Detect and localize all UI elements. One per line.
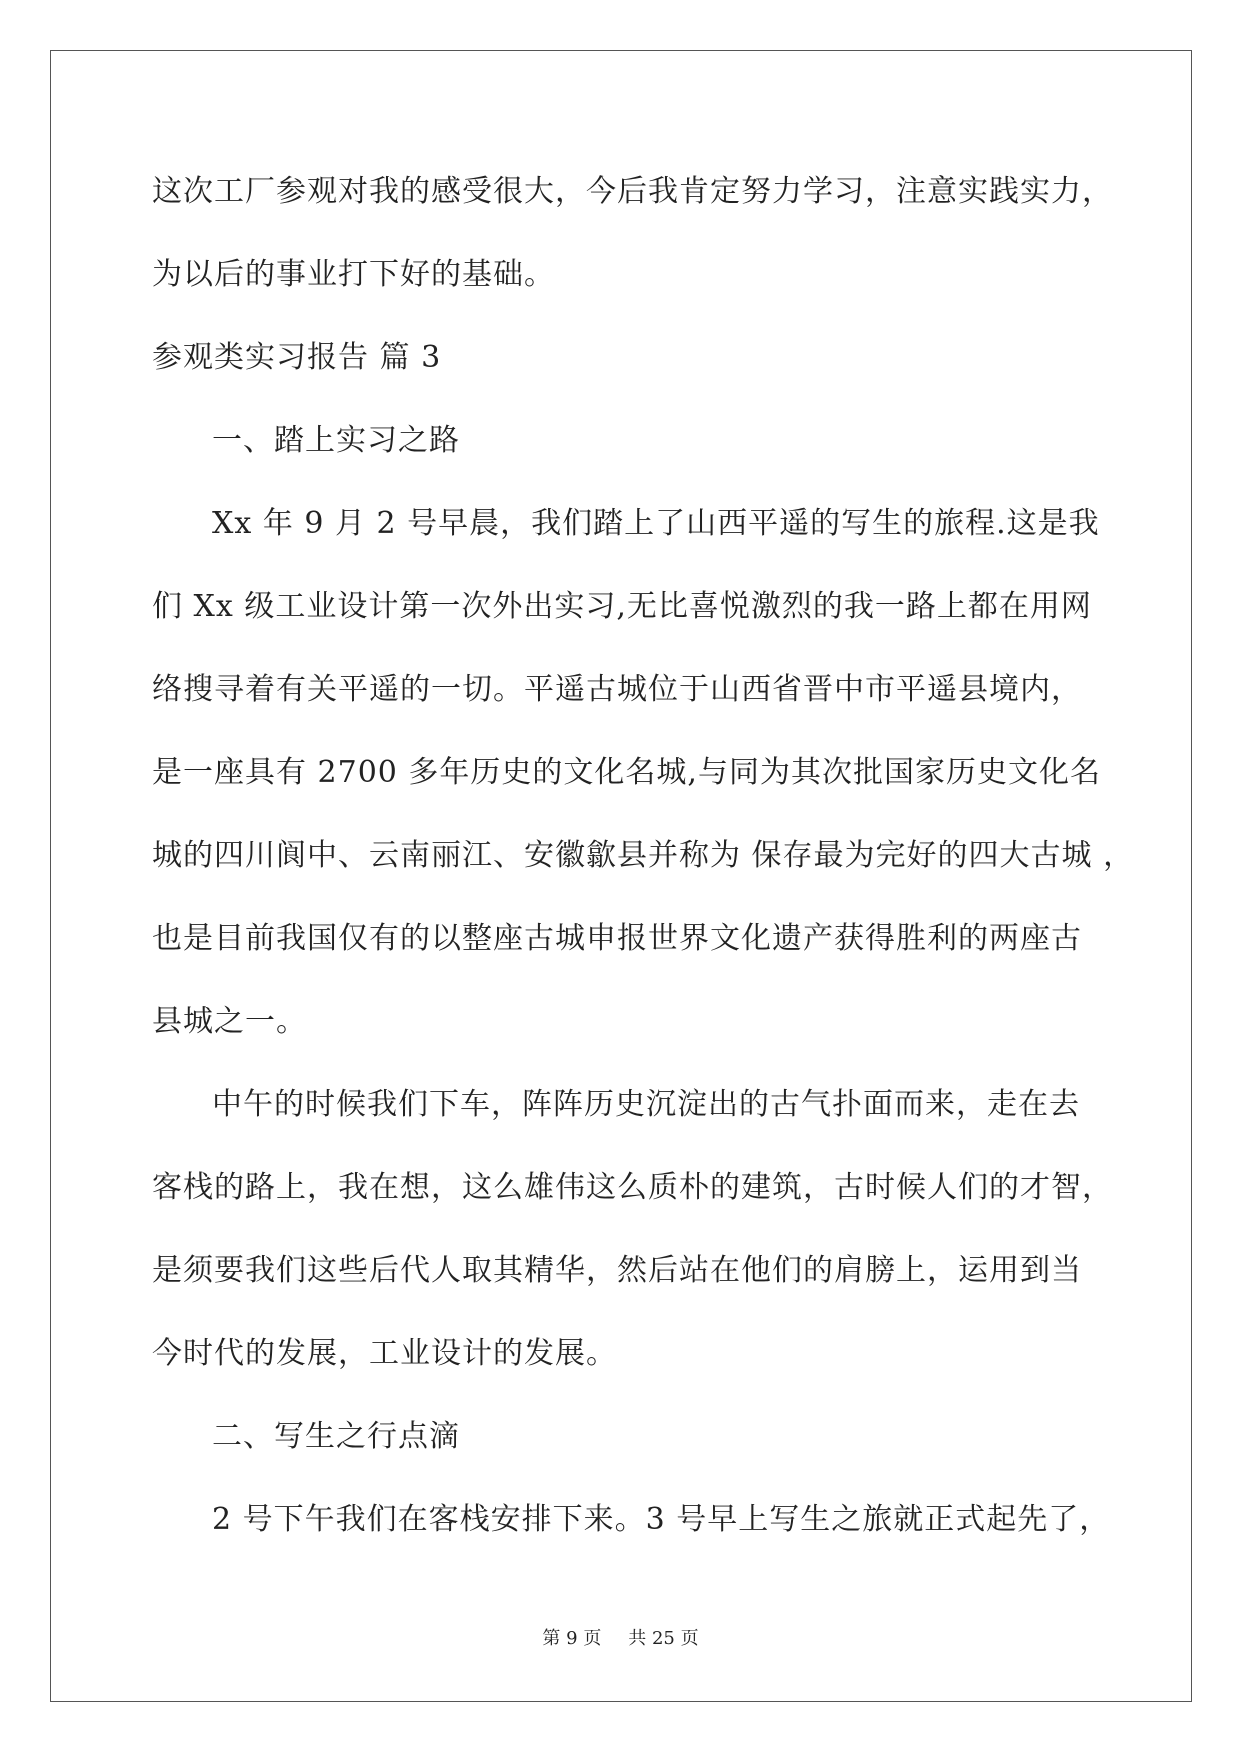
body-line: 络搜寻着有关平遥的一切。平遥古城位于山西省晋中市平遥县境内， bbox=[152, 672, 1082, 707]
subsection-heading: 一、踏上实习之路 bbox=[212, 423, 460, 458]
body-line: 2 号下午我们在客栈安排下来。3 号早上写生之旅就正式起先了， bbox=[212, 1502, 1111, 1537]
body-line: 是须要我们这些后代人取其精华，然后站在他们的肩膀上，运用到当 bbox=[152, 1253, 1082, 1288]
total-pages: 共 25 页 bbox=[628, 1628, 699, 1649]
subsection-heading: 二、写生之行点滴 bbox=[212, 1419, 460, 1454]
body-line: 们 Xx 级工业设计第一次外出实习,无比喜悦激烈的我一路上都在用网 bbox=[152, 589, 1092, 624]
body-line: 是一座具有 2700 多年历史的文化名城,与同为其次批国家历史文化名 bbox=[152, 755, 1101, 790]
body-line: 也是目前我国仅有的以整座古城申报世界文化遗产获得胜利的两座古 bbox=[152, 921, 1082, 956]
body-line: 这次工厂参观对我的感受很大，今后我肯定努力学习，注意实践实力， bbox=[152, 174, 1113, 209]
body-line: 中午的时候我们下车，阵阵历史沉淀出的古气扑面而来，走在去 bbox=[212, 1087, 1080, 1122]
body-line: 城的四川阆中、云南丽江、安徽歙县并称为 保存最为完好的四大古城 ， bbox=[152, 838, 1135, 873]
section-heading: 参观类实习报告 篇 3 bbox=[152, 340, 442, 375]
page-footer bbox=[0, 1627, 1241, 1651]
body-line: 客栈的路上，我在想，这么雄伟这么质朴的建筑，古时候人们的才智， bbox=[152, 1170, 1113, 1205]
body-line: Xx 年 9 月 2 号早晨，我们踏上了山西平遥的写生的旅程.这是我 bbox=[212, 506, 1100, 541]
body-line: 今时代的发展，工业设计的发展。 bbox=[152, 1336, 617, 1371]
body-line: 为以后的事业打下好的基础。 bbox=[152, 257, 555, 292]
page-number: 第 9 页 bbox=[542, 1628, 602, 1649]
body-line: 县城之一。 bbox=[152, 1004, 307, 1039]
